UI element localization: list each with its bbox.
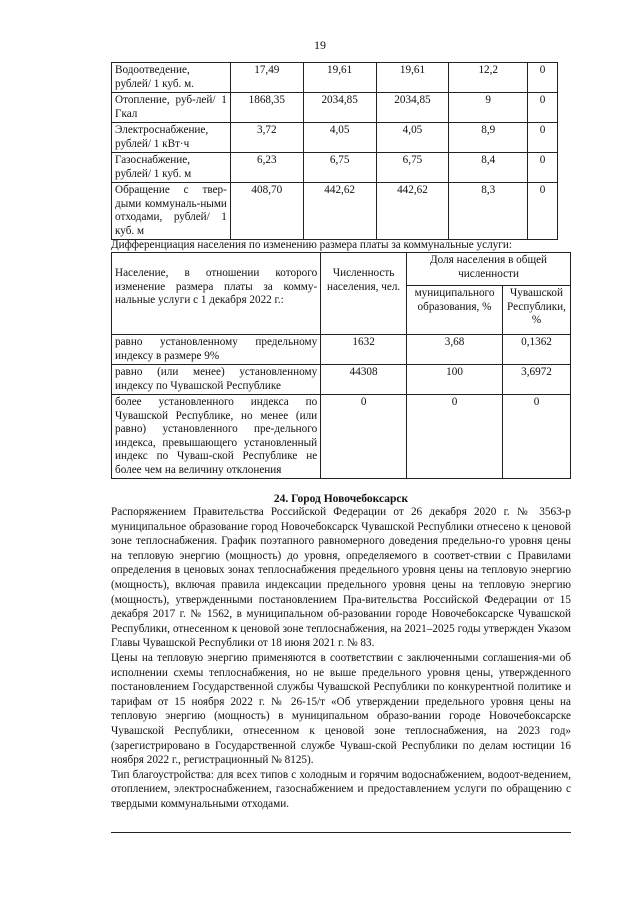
header-count: Численность населения, чел. xyxy=(321,253,407,335)
republic-share: 0 xyxy=(502,395,570,479)
tariff-value-3: 442,62 xyxy=(376,183,449,240)
tariff-value-3: 6,75 xyxy=(376,153,449,183)
header-republic: Чувашской Республики, % xyxy=(502,286,570,335)
tariff-value-3: 2034,85 xyxy=(376,93,449,123)
municipal-share: 3,68 xyxy=(407,335,503,365)
differentiation-row xyxy=(112,335,571,365)
tariff-percent: 12,2 xyxy=(449,63,528,93)
tariff-label: Электроснабжение, рублей/ 1 кВт·ч xyxy=(112,123,231,153)
tariff-value-2: 6,75 xyxy=(303,153,376,183)
population-group: равно (или менее) установленному индексу по Чувашской Республике xyxy=(112,365,321,395)
tariff-row xyxy=(112,183,558,240)
tariff-row xyxy=(112,153,558,183)
tariff-percent: 9 xyxy=(449,93,528,123)
body-text xyxy=(111,505,571,811)
tariff-label: Водоотведение, рублей/ 1 куб. м. xyxy=(112,63,231,93)
tariff-value-2: 442,62 xyxy=(303,183,376,240)
tariff-label: Обращение с твер-дыми коммуналь-ными отходами, рублей/ 1 куб. м xyxy=(112,183,231,240)
tariff-value-3: 4,05 xyxy=(376,123,449,153)
tariff-table xyxy=(111,62,558,240)
republic-share: 3,6972 xyxy=(502,365,570,395)
tariff-row xyxy=(112,93,558,123)
tariff-row xyxy=(112,123,558,153)
paragraph-price-zone: Распоряжением Правительства Российской Федерации от 26 декабря 2020 г. № 3563-р муниципальное образование город Новочебоксарск Чувашской Республики отнесено к ценовой зоне теплоснабжения. График поэтапного равномерного доведения предельно-го уровня цены на тепловую энергию (мощность) до уровня, определяемого в соответ-ствии с Правилами определения в ценовых зонах теплоснабжения предельного уровня цены на тепловую энергию (мощность), включая правила индексации предельного уровня цены на тепловую энергию (мощность), утвержденными постановлением Пра-вительства Российской Федерации от 15 декабря 2017 г. № 1562, в муниципальном об-разовании городе Новочебоксарске Чувашской Республики, отнесенном к ценовой зоне теплоснабжения, на 2021–2025 годы утвержден Указом Главы Чувашской Республики от 18 июня 2021 г. № 83. xyxy=(111,506,571,650)
tariff-extra: 0 xyxy=(528,183,558,240)
bottom-rule xyxy=(111,832,571,833)
population-group: равно установленному предельному индексу в размере 9% xyxy=(112,335,321,365)
population-count: 44308 xyxy=(321,365,407,395)
page-number: 19 xyxy=(314,38,326,52)
tariff-value-1: 17,49 xyxy=(230,63,303,93)
tariff-extra: 0 xyxy=(528,153,558,183)
paragraph-amenities: Тип благоустройства: для всех типов с холодным и горячим водоснабжением, водоот-ведением, отоплением, электроснабжением, газоснабжением и предоставлением услуги по обращению с твердыми коммунальными отходами. xyxy=(111,768,571,810)
tariff-percent: 8,4 xyxy=(449,153,528,183)
differentiation-caption: Дифференциация населения по изменению размера платы за коммунальные услуги: xyxy=(111,238,571,253)
tariff-extra: 0 xyxy=(528,63,558,93)
header-share-group: Доля населения в общей численности xyxy=(407,253,571,286)
differentiation-row xyxy=(112,395,571,479)
population-count: 0 xyxy=(321,395,407,479)
header-population: Население, в отношении которого изменение размера платы за комму-нальные услуги с 1 декабря 2022 г.: xyxy=(112,253,321,335)
tariff-value-3: 19,61 xyxy=(376,63,449,93)
tariff-value-2: 2034,85 xyxy=(303,93,376,123)
section-title: 24. Город Новочебоксарск xyxy=(273,493,409,505)
tariff-percent: 8,3 xyxy=(449,183,528,240)
tariff-value-2: 4,05 xyxy=(303,123,376,153)
tariff-row xyxy=(112,63,558,93)
republic-share: 0,1362 xyxy=(502,335,570,365)
differentiation-row xyxy=(112,365,571,395)
tariff-value-1: 6,23 xyxy=(230,153,303,183)
tariff-extra: 0 xyxy=(528,123,558,153)
tariff-value-1: 1868,35 xyxy=(230,93,303,123)
tariff-label: Газоснабжение, рублей/ 1 куб. м xyxy=(112,153,231,183)
paragraph-heat-prices: Цены на тепловую энергию применяются в соответствии с заключенными соглашения-ми об исполнении схемы теплоснабжения, но не выше предельного уровня цены, утвержденного постановлением Государственной службы Чувашской Республики по конкурентной политике и тарифам от 15 ноября 2022 г. № 26-15/т «Об утверждении предельного уровня цены на тепловую энергию (мощность) в муниципальном образо-вании городе Новочебоксарске Чувашской Республики, отнесенном к ценовой зоне теплоснабжения, на 2023 год» (зарегистрировано в Государственной службе Чуваш-ской Республики по делам юстиции 16 ноября 2022 г., регистрационный № 8125). xyxy=(111,651,571,767)
tariff-value-1: 408,70 xyxy=(230,183,303,240)
population-group: более установленного индекса по Чувашской Республике, но менее (или равно) установленного пре-дельного индекса, превышающего установленный индекс по Чуваш-ской Республике не более чем на величину отклонения xyxy=(112,395,321,479)
tariff-label: Отопление, руб-лей/ 1 Гкал xyxy=(112,93,231,123)
population-count: 1632 xyxy=(321,335,407,365)
tariff-value-2: 19,61 xyxy=(303,63,376,93)
tariff-extra: 0 xyxy=(528,93,558,123)
tariff-percent: 8,9 xyxy=(449,123,528,153)
differentiation-table xyxy=(111,252,571,479)
header-municipal: муниципального образования, % xyxy=(407,286,503,335)
municipal-share: 100 xyxy=(407,365,503,395)
municipal-share: 0 xyxy=(407,395,503,479)
tariff-value-1: 3,72 xyxy=(230,123,303,153)
